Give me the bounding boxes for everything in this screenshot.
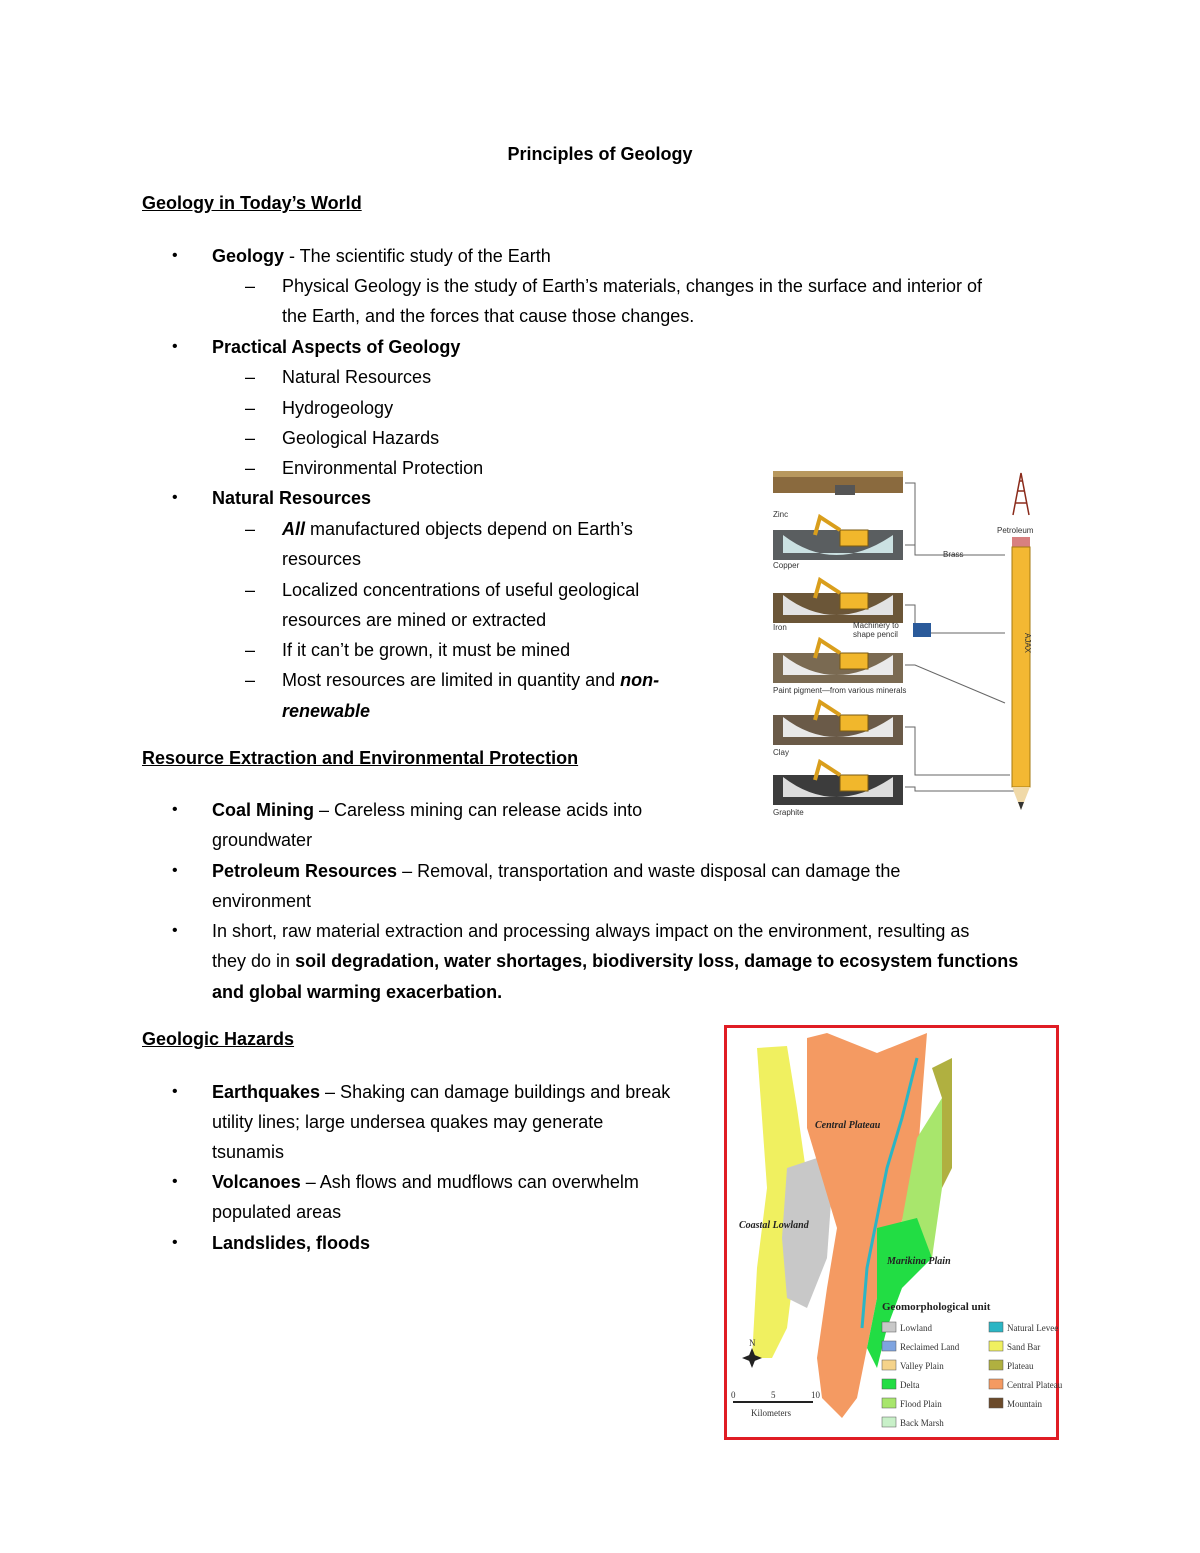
section-heading-geology-today: Geology in Today’s World [142, 193, 362, 213]
scale-tick-5: 5 [771, 1390, 776, 1400]
dash: – [245, 670, 256, 690]
in-short-bold: soil degradation, water shortages, biodiversity loss, damage to ecosystem functions [295, 951, 1019, 971]
earthquakes-line-3: tsunamis [212, 1142, 285, 1162]
sub-natural-resources: Natural Resources [282, 367, 432, 387]
dash: – [245, 276, 256, 296]
term-practical-aspects: Practical Aspects of Geology [212, 337, 461, 357]
most-resources-line-1 [282, 668, 659, 692]
legend-swatch [989, 1322, 1003, 1332]
term-coal-mining: Coal Mining [212, 800, 314, 820]
in-short-line-3 [212, 980, 502, 1004]
all-manufactured-text: manufactured objects depend on Earth’s [305, 519, 633, 539]
compass-north: N [749, 1338, 756, 1348]
legend-label: Central Plateau [1007, 1380, 1063, 1390]
label-brass: Brass [943, 550, 964, 559]
bullet-geology [212, 244, 551, 268]
bullet: • [172, 247, 178, 264]
bullet-petroleum [212, 859, 900, 883]
term-landslides: Landslides, floods [212, 1233, 371, 1253]
section-heading-geologic-hazards: Geologic Hazards [142, 1029, 295, 1049]
label-zinc: Zinc [773, 510, 789, 519]
petroleum-text: – Removal, transportation and waste disposal can damage the [397, 861, 901, 881]
localized-line-2: resources are mined or extracted [282, 610, 547, 630]
dash: – [245, 458, 256, 478]
most-resources-text: Most resources are limited in quantity and [282, 670, 621, 690]
legend-label: Mountain [1007, 1399, 1042, 1409]
geomorphological-map [727, 1028, 1063, 1437]
legend-label: Natural Levee [1007, 1323, 1059, 1333]
emphasis-renewable: renewable [282, 701, 371, 721]
sub-geological-hazards: Geological Hazards [282, 428, 440, 448]
geomorphological-map-frame [724, 1025, 1063, 1440]
label-machinery-2: shape pencil [853, 630, 898, 639]
petroleum-line-2: environment [212, 891, 312, 911]
legend-swatch [882, 1398, 896, 1408]
in-short-bold-2: and global warming exacerbation. [212, 982, 503, 1002]
label-petroleum: Petroleum [997, 526, 1034, 535]
sub-hydrogeology: Hydrogeology [282, 398, 394, 418]
term-natural-resources: Natural Resources [212, 488, 372, 508]
coal-mining-text: – Careless mining can release acids into [314, 800, 643, 820]
legend-swatch [989, 1379, 1003, 1389]
label-central-plateau: Central Plateau [815, 1120, 881, 1131]
emphasis-non: non- [620, 670, 660, 690]
dash: – [245, 580, 256, 600]
bullet: • [172, 489, 178, 506]
label-iron: Iron [773, 623, 787, 632]
term-petroleum: Petroleum Resources [212, 861, 398, 881]
page-title: Principles of Geology [507, 144, 693, 164]
volcanoes-line-2: populated areas [212, 1202, 342, 1222]
coal-mining-line-2: groundwater [212, 830, 313, 850]
term-geology: Geology [212, 246, 285, 266]
legend-swatch [882, 1322, 896, 1332]
in-short-plain: they do in [212, 951, 296, 971]
in-short-line-1: In short, raw material extraction and processing always impact on the environment, resulting as [212, 921, 970, 941]
bullet: • [172, 338, 178, 355]
bullet-practical-aspects [212, 335, 460, 359]
label-clay: Clay [773, 748, 790, 757]
dash: – [245, 640, 256, 660]
label-ajax: AJAX [1023, 633, 1032, 654]
bullet: • [172, 922, 178, 939]
bullet: • [172, 801, 178, 818]
all-manufactured-line-2: resources [282, 549, 362, 569]
bullet-earthquakes [212, 1080, 670, 1104]
dash: – [245, 367, 256, 387]
bullet-volcanoes [212, 1170, 639, 1194]
emphasis-all: All [282, 519, 306, 539]
definition-geology: - The scientific study of the Earth [284, 246, 551, 266]
bullet: • [172, 1234, 178, 1251]
bullet: • [172, 862, 178, 879]
section-heading-resource-extraction: Resource Extraction and Environmental Protection [142, 748, 579, 768]
cant-be-grown: If it can’t be grown, it must be mined [282, 640, 571, 660]
legend-swatch [882, 1360, 896, 1370]
earthquakes-text: – Shaking can damage buildings and break [320, 1082, 671, 1102]
legend-label: Valley Plain [900, 1361, 944, 1371]
most-resources-line-2 [282, 699, 370, 723]
legend-swatch [882, 1417, 896, 1427]
bullet: • [172, 1083, 178, 1100]
legend-title: Geomorphological unit [882, 1301, 991, 1313]
all-manufactured-line-1 [282, 517, 633, 541]
scale-tick-0: 0 [731, 1390, 736, 1400]
legend-label: Delta [900, 1380, 920, 1390]
bullet-coal-mining [212, 798, 642, 822]
physical-geology-line-1: Physical Geology is the study of Earth’s materials, changes in the surface and interior of [282, 276, 983, 296]
dash: – [245, 519, 256, 539]
legend-label: Plateau [1007, 1361, 1034, 1371]
legend-swatch [882, 1379, 896, 1389]
sub-environmental-protection: Environmental Protection [282, 458, 484, 478]
label-graphite: Graphite [773, 808, 804, 817]
scale-unit: Kilometers [751, 1408, 791, 1418]
bullet-natural-resources [212, 486, 371, 510]
scale-tick-10: 10 [811, 1390, 820, 1400]
legend-label: Sand Bar [1007, 1342, 1041, 1352]
legend-label: Flood Plain [900, 1399, 942, 1409]
legend-swatch [882, 1341, 896, 1351]
term-earthquakes: Earthquakes [212, 1082, 321, 1102]
legend-label: Reclaimed Land [900, 1342, 960, 1352]
volcanoes-text: – Ash flows and mudflows can overwhelm [300, 1172, 639, 1192]
earthquakes-line-2: utility lines; large undersea quakes may generate [212, 1112, 604, 1132]
localized-line-1: Localized concentrations of useful geological [282, 580, 640, 600]
legend-swatch [989, 1398, 1003, 1408]
label-marikina-plain: Marikina Plain [887, 1256, 951, 1267]
label-machinery: Machinery to [853, 621, 899, 630]
legend-label: Lowland [900, 1323, 932, 1333]
label-copper: Copper [773, 561, 800, 570]
legend-swatch [989, 1360, 1003, 1370]
term-volcanoes: Volcanoes [212, 1172, 301, 1192]
pencil-resources-figure [765, 465, 1055, 825]
legend-swatch [989, 1341, 1003, 1351]
bullet-landslides [212, 1231, 370, 1255]
label-paint: Paint pigment—from various minerals [773, 686, 907, 695]
in-short-line-2 [212, 949, 1018, 973]
label-coastal-lowland: Coastal Lowland [739, 1220, 809, 1231]
bullet: • [172, 1173, 178, 1190]
physical-geology-line-2: the Earth, and the forces that cause those changes. [282, 306, 695, 326]
scale-bar [731, 1390, 821, 1418]
legend [882, 1322, 1063, 1428]
dash: – [245, 428, 256, 448]
legend-label: Back Marsh [900, 1418, 944, 1428]
dash: – [245, 398, 256, 418]
